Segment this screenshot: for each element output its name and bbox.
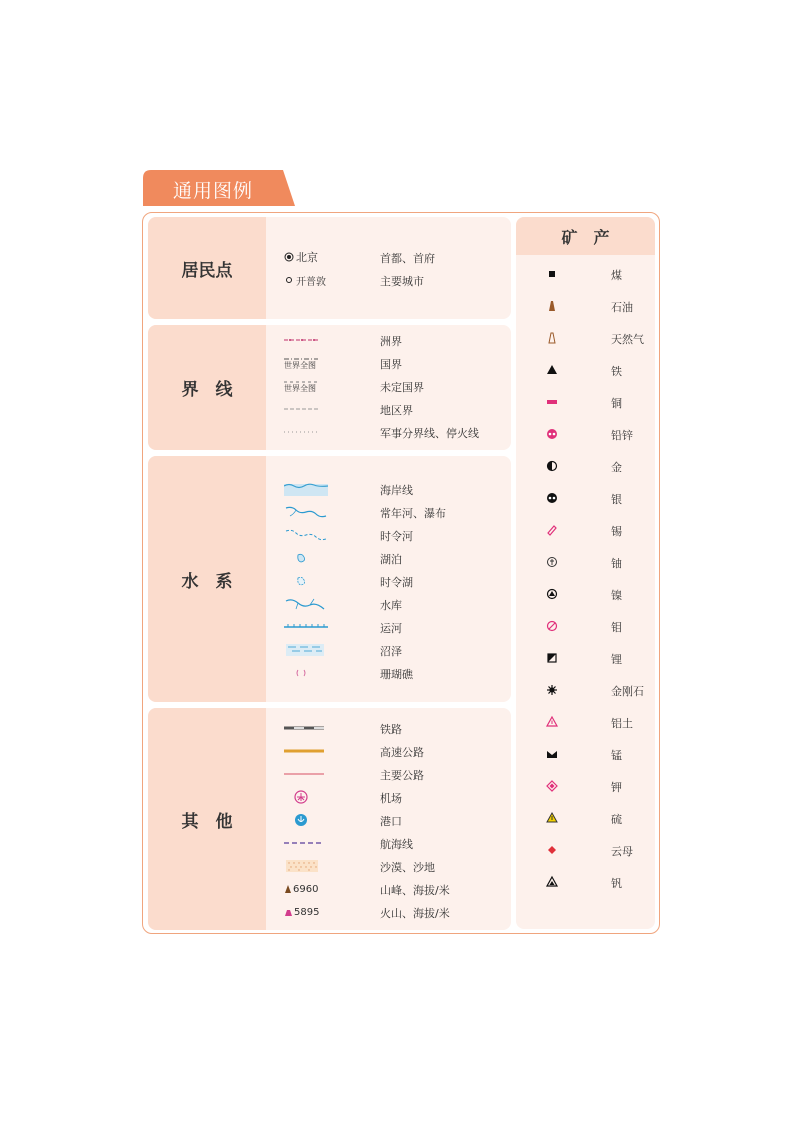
natural-gas-icon xyxy=(544,330,560,346)
potassium-icon xyxy=(544,778,560,794)
legend-text: 主要公路 xyxy=(380,769,424,782)
legend-text: 常年河、瀑布 xyxy=(380,507,446,520)
legend-text: 运河 xyxy=(380,622,402,635)
legend-row xyxy=(148,525,511,545)
regional-boundary-symbol xyxy=(284,399,334,419)
main-road-symbol xyxy=(284,764,334,784)
mineral-label: 铜 xyxy=(611,397,622,410)
nickel-icon xyxy=(544,586,560,602)
undetermined-boundary-symbol: 世界全图 xyxy=(284,383,316,393)
legend-text: 未定国界 xyxy=(380,381,424,394)
legend-title-tab xyxy=(143,170,295,206)
mineral-row xyxy=(516,360,655,380)
gold-icon xyxy=(544,458,560,474)
mineral-label: 铁 xyxy=(611,365,622,378)
mineral-row xyxy=(516,776,655,796)
legend-text: 机场 xyxy=(380,792,402,805)
coal-icon xyxy=(544,266,560,282)
legend-row xyxy=(148,833,511,853)
river-symbol xyxy=(284,502,334,522)
port-icon xyxy=(284,810,334,830)
mineral-label: 锂 xyxy=(611,653,622,666)
iron-icon xyxy=(544,362,560,378)
mica-icon xyxy=(544,842,560,858)
legend-row xyxy=(148,270,511,290)
manganese-icon xyxy=(544,746,560,762)
mineral-row xyxy=(516,424,655,444)
legend-text: 时令河 xyxy=(380,530,413,543)
coastline-symbol xyxy=(284,479,334,499)
capital-symbol: 北京 xyxy=(284,247,334,267)
section-water xyxy=(148,456,511,702)
coral-reef-symbol xyxy=(284,663,334,683)
sulfur-icon xyxy=(544,810,560,826)
legend-text: 主要城市 xyxy=(380,275,424,288)
section-boundaries xyxy=(148,325,511,450)
legend-text: 首都、首府 xyxy=(380,252,435,265)
legend-text: 湖泊 xyxy=(380,553,402,566)
legend-text: 火山、海拔/米 xyxy=(380,907,450,920)
mineral-label: 硫 xyxy=(611,813,622,826)
mineral-label: 煤 xyxy=(611,269,622,282)
legend-text: 高速公路 xyxy=(380,746,424,759)
legend-row xyxy=(148,879,511,899)
section-label: 居民点 xyxy=(148,217,266,319)
legend-row xyxy=(148,353,511,373)
desert-symbol xyxy=(284,856,334,876)
legend-row xyxy=(148,376,511,396)
mineral-row xyxy=(516,296,655,316)
uranium-icon xyxy=(544,554,560,570)
expressway-symbol xyxy=(284,741,334,761)
legend-row xyxy=(148,571,511,591)
legend-row xyxy=(148,810,511,830)
mineral-row xyxy=(516,616,655,636)
legend-row xyxy=(148,741,511,761)
seasonal-lake-symbol xyxy=(284,571,334,591)
mountain-peak-icon: 6960 xyxy=(284,879,334,899)
legend-row xyxy=(148,617,511,637)
mineral-row xyxy=(516,648,655,668)
mineral-label: 云母 xyxy=(611,845,633,858)
legend-text: 港口 xyxy=(380,815,402,828)
mineral-label: 镍 xyxy=(611,589,622,602)
mineral-label: 钾 xyxy=(611,781,622,794)
legend-text: 沼泽 xyxy=(380,645,402,658)
mineral-label: 金刚石 xyxy=(611,685,644,698)
mineral-row xyxy=(516,328,655,348)
reservoir-symbol xyxy=(284,594,334,614)
legend-row xyxy=(148,663,511,683)
legend-row xyxy=(148,247,511,267)
mineral-row xyxy=(516,456,655,476)
mineral-row xyxy=(516,840,655,860)
silver-icon xyxy=(544,490,560,506)
canal-symbol xyxy=(284,617,334,637)
section-label: 其 他 xyxy=(148,708,266,930)
legend-text: 水库 xyxy=(380,599,402,612)
legend-row xyxy=(148,548,511,568)
legend-row xyxy=(148,856,511,876)
mineral-row xyxy=(516,744,655,764)
legend-text: 洲界 xyxy=(380,335,402,348)
legend-text: 海岸线 xyxy=(380,484,413,497)
section-label: 界 线 xyxy=(148,325,266,450)
swamp-symbol xyxy=(284,640,334,660)
legend-text: 军事分界线、停火线 xyxy=(380,427,479,440)
lead-zinc-icon xyxy=(544,426,560,442)
section-others xyxy=(148,708,511,930)
legend-row xyxy=(148,640,511,660)
mineral-row xyxy=(516,872,655,892)
mineral-row xyxy=(516,264,655,284)
mineral-label: 钒 xyxy=(611,877,622,890)
mineral-row xyxy=(516,552,655,572)
shipping-route-symbol xyxy=(284,833,334,853)
volcano-icon: 5895 xyxy=(284,902,334,922)
railway-symbol xyxy=(284,718,334,738)
mineral-label: 银 xyxy=(611,493,622,506)
tungsten-icon xyxy=(544,650,560,666)
mineral-label: 铝土 xyxy=(611,717,633,730)
legend-text: 航海线 xyxy=(380,838,413,851)
mineral-label: 铀 xyxy=(611,557,622,570)
legend-text: 珊瑚礁 xyxy=(380,668,413,681)
legend-text: 山峰、海拔/米 xyxy=(380,884,450,897)
legend-row xyxy=(148,422,511,442)
legend-text: 国界 xyxy=(380,358,402,371)
tin-icon xyxy=(544,522,560,538)
airport-icon xyxy=(284,787,334,807)
diamond-icon xyxy=(544,682,560,698)
legend-row xyxy=(148,787,511,807)
legend-text: 沙漠、沙地 xyxy=(380,861,435,874)
lake-symbol xyxy=(284,548,334,568)
legend-row xyxy=(148,718,511,738)
legend-row xyxy=(148,479,511,499)
mineral-label: 金 xyxy=(611,461,622,474)
mineral-row xyxy=(516,392,655,412)
legend-row xyxy=(148,764,511,784)
mineral-label: 铅锌 xyxy=(611,429,633,442)
molybdenum-icon xyxy=(544,618,560,634)
page-title: 通用图例 xyxy=(173,180,254,202)
seasonal-river-symbol xyxy=(284,525,334,545)
oil-icon xyxy=(544,298,560,314)
section-minerals xyxy=(516,217,655,929)
legend-text: 地区界 xyxy=(380,404,413,417)
mineral-label: 石油 xyxy=(611,301,633,314)
legend-row xyxy=(148,330,511,350)
mineral-row xyxy=(516,584,655,604)
legend-text: 铁路 xyxy=(380,723,402,736)
legend-row xyxy=(148,594,511,614)
mineral-label: 钼 xyxy=(611,621,622,634)
legend-text: 时令湖 xyxy=(380,576,413,589)
mineral-row xyxy=(516,520,655,540)
vanadium-icon xyxy=(544,874,560,890)
mineral-label: 锡 xyxy=(611,525,622,538)
bauxite-icon xyxy=(544,714,560,730)
section-label: 水 系 xyxy=(148,456,266,702)
legend-row xyxy=(148,902,511,922)
mineral-row xyxy=(516,808,655,828)
ceasefire-line-symbol xyxy=(284,422,334,442)
national-boundary-symbol: 世界全图 xyxy=(284,360,316,370)
city-symbol: 开普敦 xyxy=(284,270,334,290)
mineral-label: 天然气 xyxy=(611,333,644,346)
continent-boundary-symbol xyxy=(284,330,334,350)
legend-row xyxy=(148,399,511,419)
mineral-row xyxy=(516,488,655,508)
copper-icon xyxy=(544,394,560,410)
mineral-row xyxy=(516,680,655,700)
mineral-row xyxy=(516,712,655,732)
section-residential xyxy=(148,217,511,319)
mineral-label: 锰 xyxy=(611,749,622,762)
legend-row xyxy=(148,502,511,522)
section-label: 矿 产 xyxy=(516,217,655,255)
